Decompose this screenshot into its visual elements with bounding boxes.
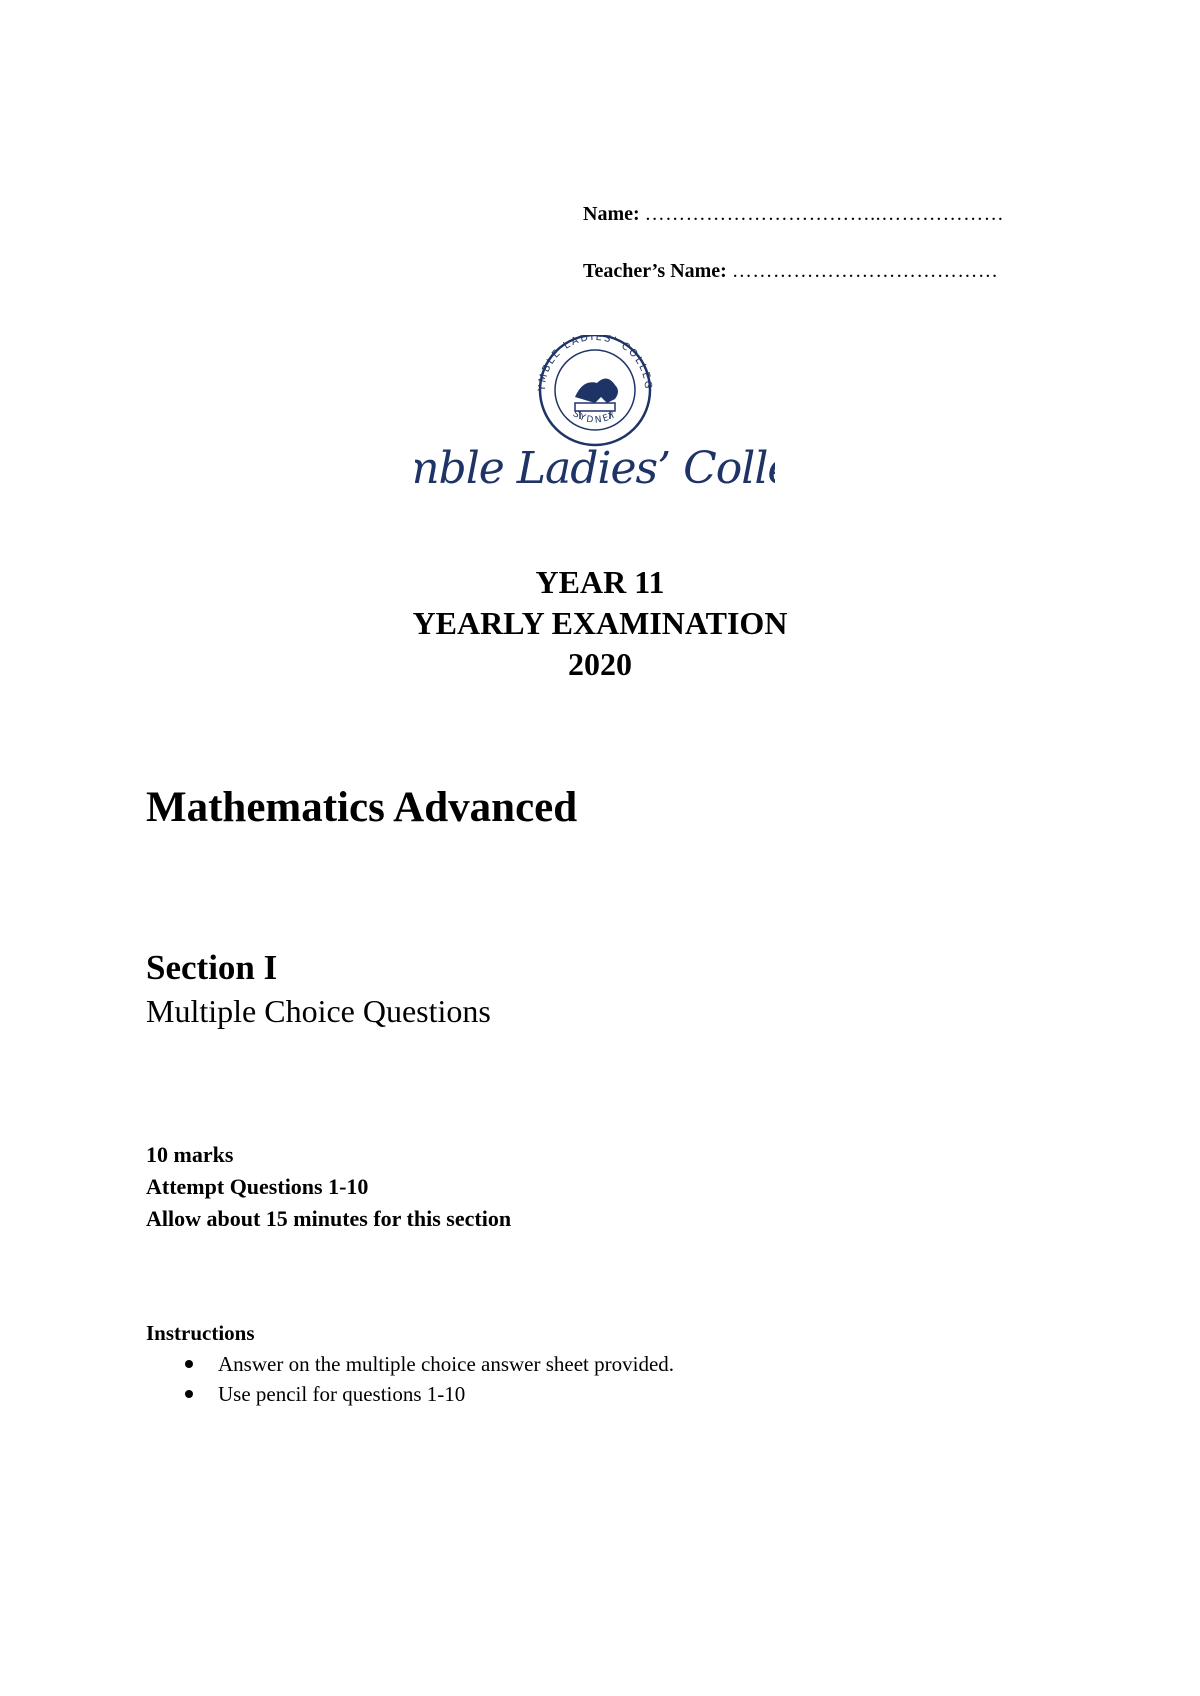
- name-dots[interactable]: ……………………………..………………: [644, 203, 1005, 225]
- subject-title: Mathematics Advanced: [146, 784, 578, 831]
- college-seal-icon: [415, 335, 775, 505]
- instructions-list: [146, 1349, 674, 1409]
- section-time: Allow about 15 minutes for this section: [146, 1206, 512, 1231]
- svg-text:PYMBLE LADIES' COLLEGE: YMBLE LADIES' COLLEG: [536, 335, 654, 392]
- exam-year: YEAR 11: [535, 564, 665, 600]
- instructions-heading: Instructions: [146, 1321, 255, 1345]
- exam-date: 2020: [568, 646, 632, 682]
- section-subtitle: Multiple Choice Questions: [146, 993, 491, 1029]
- list-item: [146, 1379, 674, 1409]
- section-marks: 10 marks: [146, 1142, 234, 1167]
- exam-type: YEARLY EXAMINATION: [412, 605, 788, 641]
- instruction-text: Use pencil for questions 1-10: [218, 1382, 466, 1406]
- instruction-text: Answer on the multiple choice answer sheet provided.: [218, 1352, 675, 1376]
- college-logo: [415, 335, 775, 505]
- teacher-name-dots[interactable]: …………………………………: [731, 260, 999, 282]
- section-title: Section I: [146, 948, 278, 987]
- bullet-icon: [185, 1360, 193, 1368]
- section-attempt: Attempt Questions 1-10: [146, 1174, 369, 1199]
- bullet-icon: [185, 1390, 193, 1398]
- svg-text:SYDNEY: SYDNEY: [570, 409, 620, 426]
- list-item: [146, 1349, 674, 1379]
- college-wordmark: ble Ladies’ Coll: [438, 443, 768, 494]
- name-field[interactable]: [583, 203, 1004, 226]
- name-label: Name:: [583, 203, 640, 225]
- teacher-name-field[interactable]: [583, 260, 998, 283]
- teacher-name-label: Teacher’s Name:: [583, 260, 727, 282]
